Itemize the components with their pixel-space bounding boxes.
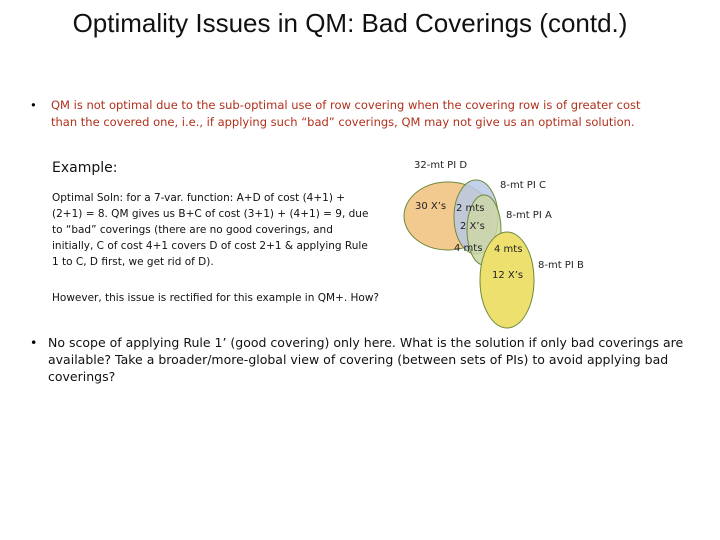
label-pi-c: 8-mt PI C <box>500 180 546 191</box>
label-2-mts: 2 mts <box>456 203 485 214</box>
however-note: However, this issue is rectified for this example in QM+. How? <box>52 292 379 304</box>
bullet-marker: • <box>30 335 38 350</box>
label-4-mts-b: 4 mts <box>494 244 523 255</box>
label-pi-a: 8-mt PI A <box>506 210 552 221</box>
bullet-text: No scope of applying Rule 1’ (good covering) only here. What is the solution if only bad coverings are available? Take a broader/more-global view of covering (between sets of PIs) to avoid applying bad coverings? <box>48 335 684 384</box>
label-pi-d: 32-mt PI D <box>414 160 468 171</box>
example-body: Optimal Soln: for a 7-var. function: A+D of cost (4+1) + (2+1) = 8. QM gives us B+C of cost (3+1) + (4+1) = 9, due to “bad” coverings (there are no good coverings, and initially, C of cost 4+1 covers D of cost 2+1 & applying Rule 1 to C, D first, we get rid of D). <box>52 192 369 268</box>
bullet-marker: • <box>30 98 37 112</box>
bullet-no-good-covering <box>30 334 690 385</box>
slide-title: Optimality Issues in QM: Bad Coverings (contd.) <box>72 8 628 38</box>
label-12-xs: 12 X’s <box>492 270 524 281</box>
label-4-mts-a: 4 mts <box>454 243 483 254</box>
example-heading: Example: <box>52 160 118 176</box>
label-pi-b: 8-mt PI B <box>538 260 584 271</box>
bullet-text: QM is not optimal due to the sub-optimal use of row covering when the covering row is of greater cost than the covered one, i.e., if applying such “bad” coverings, QM may not give us an optimal solution. <box>51 98 641 129</box>
label-30-xs: 30 X’s <box>415 201 447 212</box>
label-2-xs: 2 X’s <box>460 221 485 232</box>
